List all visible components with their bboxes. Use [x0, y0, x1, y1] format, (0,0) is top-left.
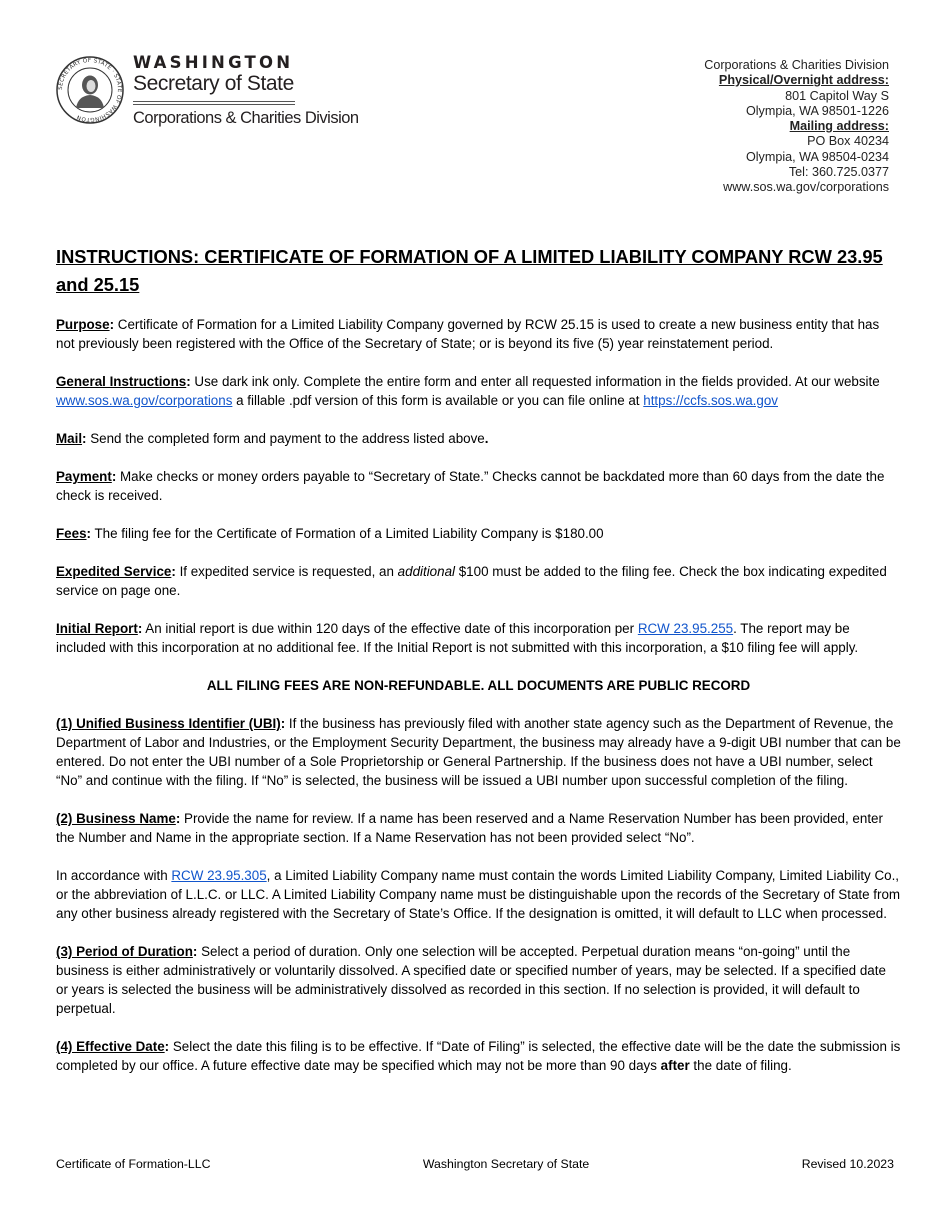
- purpose-paragraph: [56, 315, 901, 353]
- label-colon: :: [192, 944, 198, 959]
- sos-corporations-link[interactable]: www.sos.wa.gov/corporations: [56, 393, 233, 408]
- footer-left: Certificate of Formation-LLC: [56, 1157, 211, 1171]
- label-colon: :: [171, 564, 176, 579]
- initial-report-text-2: . The report may be included with this incorporation at no additional fee. If the Initial Report is not submitted with this incorporation, a $10 filing fee will apply.: [56, 621, 859, 655]
- mailing-city: Olympia, WA 98504-0234: [745, 149, 889, 164]
- effective-bold: after: [660, 1058, 690, 1073]
- brand-divider: [133, 104, 295, 105]
- footer-right: Revised 10.2023: [801, 1157, 894, 1171]
- rcw-23-95-305-link[interactable]: RCW 23.95.305: [171, 868, 267, 883]
- payment-paragraph: [56, 467, 901, 505]
- duration-label: (3) Period of Duration: [56, 944, 193, 959]
- ubi-paragraph: [56, 714, 901, 790]
- brand-secretary-of-state: Secretary of State: [133, 72, 294, 95]
- svg-text:SECRETARY OF STATE · STATE OF: SECRETARY OF STATE · STATE OF WASHINGTON: [57, 57, 123, 123]
- mail-text: Send the completed form and payment to the address listed above: [86, 431, 485, 446]
- mail-paragraph: [56, 429, 901, 448]
- physical-street: 801 Capitol Way S: [785, 88, 889, 103]
- fees-text: The filing fee for the Certificate of Formation of a Limited Liability Company is $180.00: [91, 526, 604, 541]
- label-colon: :: [175, 811, 181, 826]
- initial-report-label: Initial Report: [56, 621, 138, 636]
- page-title: INSTRUCTIONS: CERTIFICATE OF FORMATION OF A LIMITED LIABILITY COMPANY RCW 23.95 and 25.15: [56, 246, 883, 295]
- effective-text-2: the date of filing.: [689, 1058, 792, 1073]
- accordance-paragraph: [56, 866, 901, 923]
- expedited-paragraph: [56, 562, 901, 600]
- expedited-text-2: $100 must be added to the filing fee. Check the box indicating expedited service on page one.: [56, 564, 887, 598]
- business-name-paragraph: [56, 809, 901, 847]
- general-instructions-paragraph: [56, 372, 901, 410]
- accordance-text-2: , a Limited Liability Company name must contain the words Limited Liability Company, Limited Liability Co., or the abbreviation of L.L.C. or LLC. A Limited Liability Company name must be distinguishable upon the records of the Secretary of State from any other business already registered with the Secretary of State’s Office. If the designation is omitted, it will default to LLC when processed.: [56, 868, 901, 921]
- brand-division: Corporations & Charities Division: [133, 109, 359, 127]
- expedited-text-1: If expedited service is requested, an: [175, 564, 398, 579]
- duration-paragraph: [56, 942, 901, 1018]
- initial-report-paragraph: [56, 619, 901, 657]
- page-footer: [56, 1157, 894, 1171]
- purpose-label: Purpose: [56, 317, 110, 332]
- mailing-box: PO Box 40234: [807, 134, 889, 149]
- footer-center: Washington Secretary of State: [422, 1157, 590, 1171]
- business-name-text: Provide the name for review. If a name has been reserved and a Name Reservation Number has been provided, enter the Number and Name in the appropriate section. If a Name Reservation has not been provided select “No”.: [56, 811, 883, 845]
- brand-block: [133, 54, 359, 129]
- payment-text: Make checks or money orders payable to “Secretary of State.” Checks cannot be backdated more than 60 days from the date the check is received.: [56, 469, 885, 503]
- mail-end: .: [484, 431, 489, 446]
- brand-washington: WASHINGTON: [133, 53, 294, 72]
- label-colon: :: [82, 431, 87, 446]
- general-text-1: Use dark ink only. Complete the entire form and enter all requested information in the fields provided. At our website: [190, 374, 880, 389]
- state-seal-logo: [56, 56, 124, 124]
- purpose-text: Certificate of Formation for a Limited Liability Company governed by RCW 25.15 is used to create a new business entity that has not previously been registered with the Office of the Secretary of State; or is beyond its five (5) year reinstatement period.: [56, 317, 880, 351]
- effective-date-paragraph: [56, 1037, 901, 1075]
- fees-paragraph: [56, 524, 901, 543]
- label-colon: :: [86, 526, 91, 541]
- payment-label: Payment: [56, 469, 112, 484]
- mailing-address-heading: Mailing address:: [789, 119, 889, 134]
- general-text-2: a fillable .pdf version of this form is available or you can file online at: [232, 393, 644, 408]
- fees-notice: ALL FILING FEES ARE NON-REFUNDABLE. ALL DOCUMENTS ARE PUBLIC RECORD: [206, 678, 751, 693]
- duration-text: Select a period of duration. Only one selection will be accepted. Perpetual duration means “on-going” until the business is either administratively or voluntarily dissolved. A specified date or specified number of years, may be selected. If a specified date or years is selected the business will be administratively dissolved as recorded in this section. If no selection is provided, it will default to perpetual.: [56, 944, 886, 1016]
- expedited-label: Expedited Service: [56, 564, 172, 579]
- label-colon: :: [164, 1039, 170, 1054]
- website-text: www.sos.wa.gov/corporations: [723, 180, 889, 195]
- label-colon: :: [186, 374, 191, 389]
- instructions-body: [56, 315, 901, 1094]
- expedited-italic: additional: [397, 564, 456, 579]
- ubi-text: If the business has previously filed with another state agency such as the Department of Revenue, the Department of Labor and Industries, or the Employment Security Department, the business may already have a 9-digit UBI number that can be entered. Do not enter the UBI number of a Sole Proprietorship or General Partnership. If the business does not have a UBI number, select “No” and continue with the filing. If “No” is selected, the business will be issued a UBI number upon successful completion of the filing.: [56, 716, 901, 788]
- label-colon: :: [109, 317, 115, 332]
- physical-address-heading: Physical/Overnight address:: [718, 73, 889, 88]
- general-instructions-label: General Instructions: [56, 374, 187, 389]
- rcw-23-95-255-link[interactable]: RCW 23.95.255: [637, 621, 734, 636]
- label-colon: :: [137, 621, 143, 636]
- fees-label: Fees: [56, 526, 87, 541]
- label-colon: :: [111, 469, 117, 484]
- brand-divider: [133, 101, 295, 102]
- initial-report-text-1: An initial report is due within 120 days of the effective date of this incorporation per: [142, 621, 638, 636]
- telephone: Tel: 360.725.0377: [788, 165, 889, 180]
- effective-text-1: Select the date this filing is to be effective. If “Date of Filing” is selected, the effective date will be the date the submission is completed by our office. A future effective date may be specified which may not be more than 90 days: [56, 1039, 901, 1073]
- label-colon: :: [280, 716, 286, 731]
- accordance-text-1: In accordance with: [56, 868, 172, 883]
- ccfs-link[interactable]: https://ccfs.sos.wa.gov: [643, 393, 778, 408]
- ubi-label: (1) Unified Business Identifier (UBI): [56, 716, 281, 731]
- contact-address-block: [704, 58, 889, 196]
- physical-city: Olympia, WA 98501-1226: [745, 103, 889, 118]
- effective-date-label: (4) Effective Date: [56, 1039, 165, 1054]
- business-name-label: (2) Business Name: [56, 811, 176, 826]
- mail-label: Mail: [56, 431, 83, 446]
- address-division: Corporations & Charities Division: [704, 58, 889, 72]
